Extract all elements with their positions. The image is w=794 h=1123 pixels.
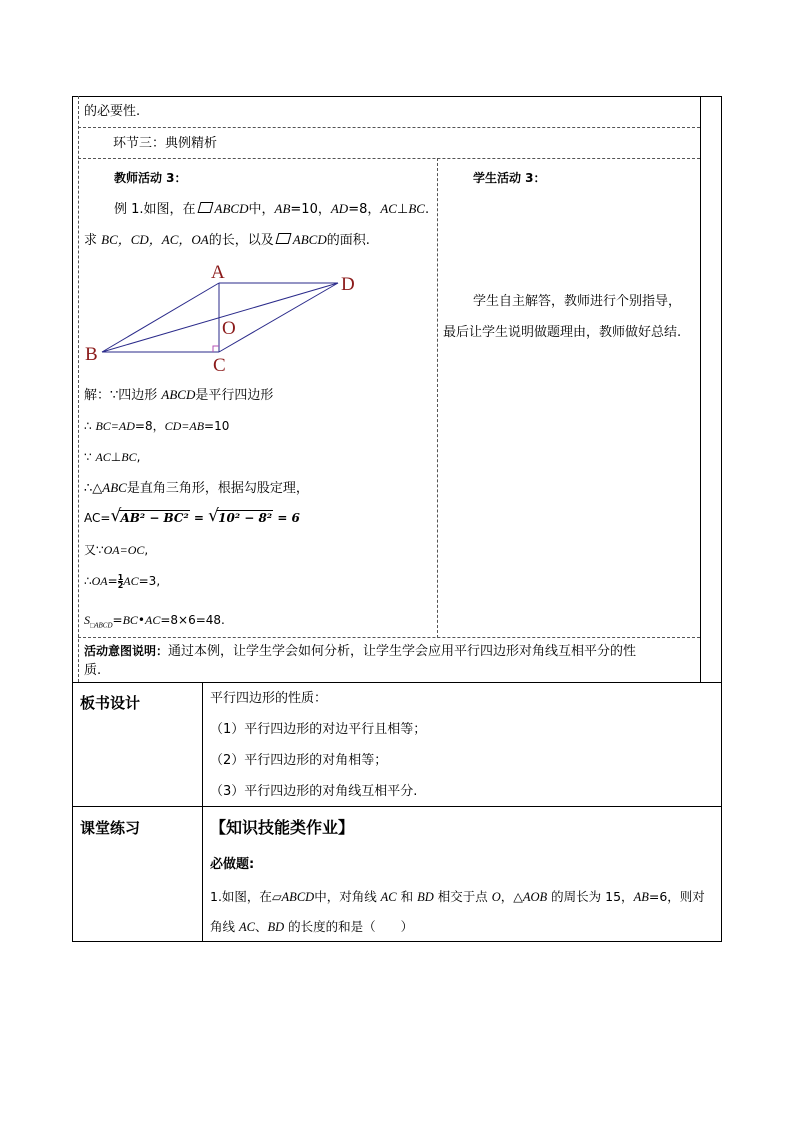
side-dc	[219, 283, 338, 352]
parallelogram-icon	[275, 233, 291, 244]
parallelogram-icon	[197, 202, 213, 213]
solution-line-3: ∵ AC⊥BC,	[84, 450, 141, 464]
inner-left-dashed	[78, 96, 79, 682]
solution-line-4: ∴△ABC是直角三角形，根据勾股定理，	[84, 480, 309, 496]
sqrt-expression-1: √ AB² − BC²	[110, 506, 189, 526]
problem-line-1: 例 1.如图，在 ABCD中，AB=10，AD=8，AC⊥BC.	[114, 201, 430, 217]
side-ab	[102, 283, 219, 352]
outer-right-border	[721, 96, 722, 942]
outer-bottom-border	[72, 941, 722, 942]
practice-label: 课堂练习	[80, 819, 141, 837]
student-line-1: 学生自主解答，教师进行个别指导，	[473, 294, 682, 309]
solution-line-2: ∴ BC=AD=8，CD=AB=10	[84, 419, 230, 433]
label-o: O	[222, 318, 236, 339]
solution-line-8: $S_{□ABCD}=BC•AC=8\times 6=48$.	[84, 613, 225, 630]
sqrt-expression-2: √ 10² − 8²	[208, 506, 273, 526]
divider-after-section	[78, 158, 700, 159]
outer-left-border	[72, 96, 73, 942]
board-item-1: （1）平行四边形的对边平行且相等；	[210, 722, 427, 737]
right-angle-mark	[213, 346, 219, 352]
fraction-one-half: $\frac{1}{2}$	[117, 573, 124, 590]
board-row-top	[72, 682, 722, 683]
label-d: D	[341, 274, 355, 295]
student-heading: 学生活动 3：	[473, 171, 546, 185]
label-column-divider	[202, 682, 203, 942]
section3-title: 环节三：典例精析	[113, 136, 218, 151]
solution-line-6: 又∵OA=OC,	[84, 543, 149, 557]
board-item-3: （3）平行四边形的对角线互相平分.	[210, 784, 418, 799]
solution-line-5: AC= √ AB² − BC² = √ 10² − 8² = 6	[84, 506, 300, 526]
problem-line-2: 求 BC，CD，AC，OA的长，以及 ABCD的面积.	[84, 232, 370, 248]
practice-question-line-2: 角线 AC、BD 的长度的和是（ ）	[210, 919, 414, 934]
divider-before-intent	[78, 637, 700, 638]
figure-lines	[102, 283, 338, 352]
student-line-2: 最后让学生说明做题理由，教师做好总结.	[443, 325, 682, 340]
column-divider	[437, 158, 438, 638]
diagonal-bd	[102, 283, 338, 352]
label-c: C	[213, 355, 226, 376]
board-title: 平行四边形的性质：	[210, 691, 328, 706]
outer-top-border	[72, 96, 722, 97]
intent-line-2: 质.	[84, 663, 102, 678]
board-item-2: （2）平行四边形的对角相等；	[210, 753, 388, 768]
top-row-text: 的必要性.	[84, 104, 141, 119]
intent-line-1: 活动意图说明：通过本例，让学生学会如何分析，让学生学会应用平行四边形对角线互相平分的性	[84, 644, 637, 659]
practice-required: 必做题:	[210, 857, 255, 872]
divider-after-top	[78, 127, 700, 128]
solution-line-7: ∴OA= $\frac{1}{2}$ AC=3,	[84, 573, 161, 590]
practice-heading: 【知识技能类作业】	[210, 818, 355, 837]
parallelogram-figure	[80, 258, 360, 378]
label-b: B	[85, 344, 98, 365]
label-a: A	[211, 262, 225, 283]
teacher-heading: 教师活动 3：	[114, 171, 187, 185]
inner-right-border	[700, 96, 701, 682]
solution-line-1: 解：∵四边形 ABCD是平行四边形	[84, 387, 274, 403]
practice-question-line-1: 1.如图，在▱ABCD中，对角线 AC 和 BD 相交于点 O，△AOB 的周长为 15，AB=6，则对	[210, 889, 705, 904]
practice-row-top	[72, 806, 722, 807]
board-label: 板书设计	[80, 694, 141, 712]
